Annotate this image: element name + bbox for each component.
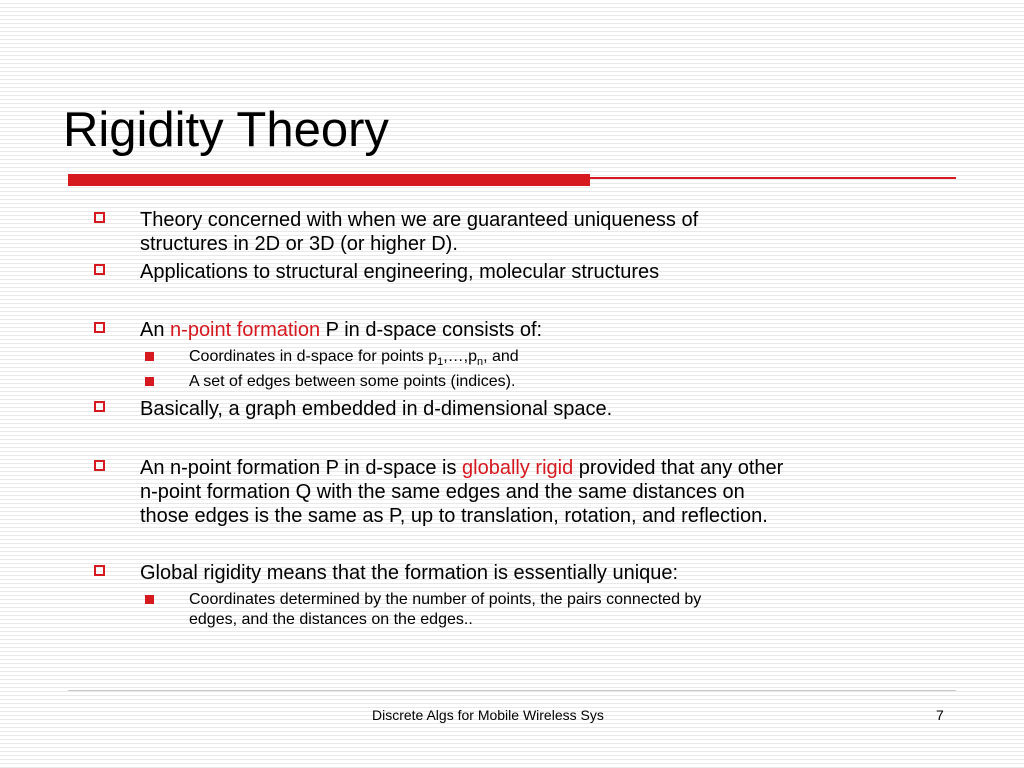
filled-square-icon xyxy=(145,377,154,386)
bullet-5-line-3: those edges is the same as P, up to translation, rotation, and reflection. xyxy=(140,505,768,527)
title-underline-thin xyxy=(590,177,956,179)
footer-divider xyxy=(68,690,956,691)
bullet-5-prefix: An n-point formation P in d-space is xyxy=(140,457,463,479)
bullet-1-line-1: Theory concerned with when we are guaranteed uniqueness of xyxy=(140,209,699,231)
filled-square-icon xyxy=(145,352,154,361)
filled-square-icon xyxy=(145,595,154,604)
footer-text: Discrete Algs for Mobile Wireless Sys xyxy=(372,707,604,723)
sub-1-text-b: ,…,p xyxy=(443,348,477,365)
hollow-square-icon xyxy=(94,264,105,275)
bullet-5-line-1 xyxy=(140,458,783,478)
bullet-5-line-2: n-point formation Q with the same edges and the same distances on xyxy=(140,481,745,503)
term-n-point-formation: n-point formation xyxy=(170,319,321,341)
slide-title: Rigidity Theory xyxy=(63,103,389,157)
sub-1-text-a: Coordinates in d-space for points p xyxy=(189,348,438,365)
subscript-1: 1 xyxy=(437,356,444,369)
bullet-3-sub-1 xyxy=(189,348,519,369)
bullet-3-line-1 xyxy=(140,320,542,340)
bullet-6-sub-1-line-1: Coordinates determined by the number of points, the pairs connected by xyxy=(189,591,702,608)
slide-number: 7 xyxy=(936,707,944,723)
term-globally-rigid: globally rigid xyxy=(462,457,574,479)
hollow-square-icon xyxy=(94,322,105,333)
hollow-square-icon xyxy=(94,565,105,576)
bullet-6-sub-1-line-2: edges, and the distances on the edges.. xyxy=(189,611,473,628)
bullet-5-suffix: provided that any other xyxy=(573,457,784,479)
hollow-square-icon xyxy=(94,401,105,412)
subscript-n: n xyxy=(477,356,484,369)
bullet-4-line-1: Basically, a graph embedded in d-dimensional space. xyxy=(140,398,613,420)
hollow-square-icon xyxy=(94,212,105,223)
bullet-1-line-2: structures in 2D or 3D (or higher D). xyxy=(140,233,458,255)
bullet-3-prefix: An xyxy=(140,319,171,341)
title-underline-thick xyxy=(68,174,590,186)
bullet-6-line-1: Global rigidity means that the formation is essentially unique: xyxy=(140,562,679,584)
bullet-2-line-1: Applications to structural engineering, molecular structures xyxy=(140,261,660,283)
sub-1-text-c: , and xyxy=(483,348,519,365)
bullet-3-suffix: P in d-space consists of: xyxy=(320,319,543,341)
hollow-square-icon xyxy=(94,460,105,471)
bullet-3-sub-2: A set of edges between some points (indices). xyxy=(189,373,516,390)
